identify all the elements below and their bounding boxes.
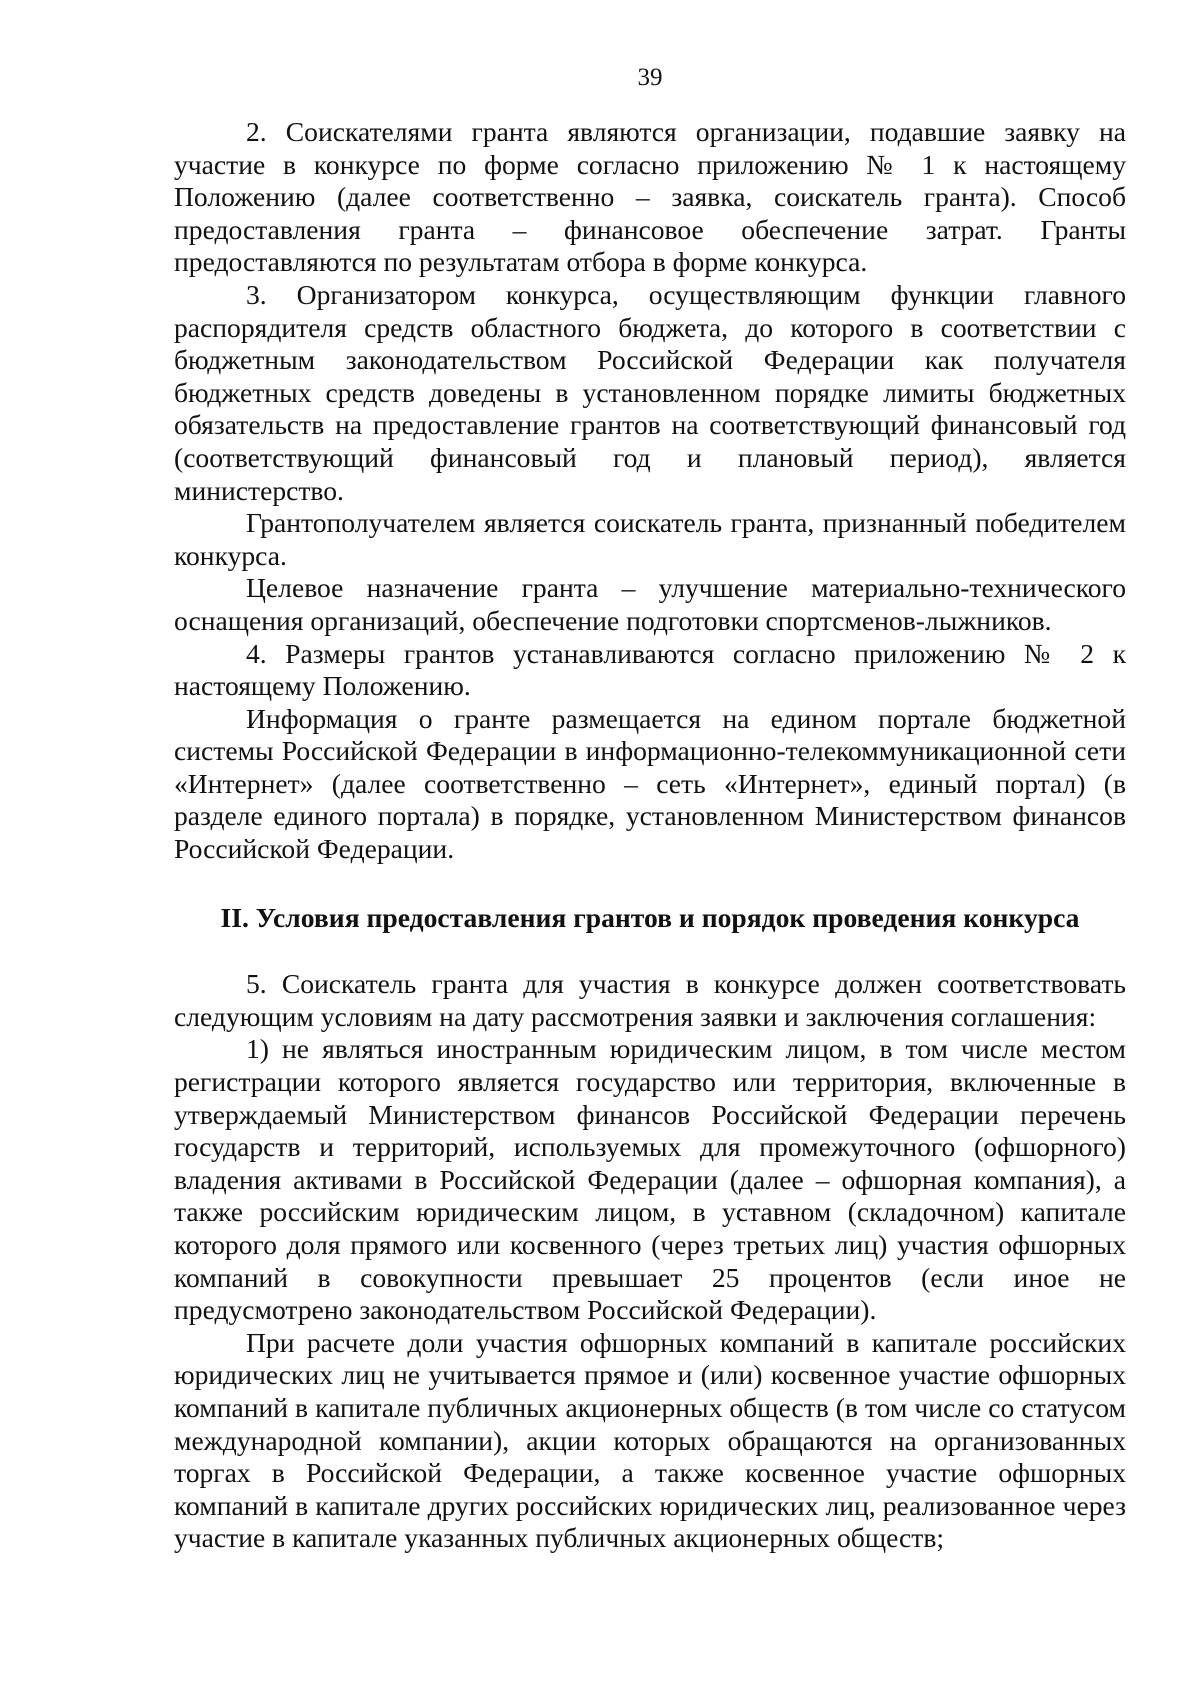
paragraph-item-3: 3. Организатором конкурса, осуществляющим функции главного распорядителя средств областного бюджета, до которого в соответствии с бюджетным законодательством Российской Федерации как получателя бюджетных средств доведены в установленном порядке лимиты бюджетных обязательств на предоставление грантов на соответствующий финансовый год (соответствующий финансовый год и плановый период), является министерство. <box>174 278 1126 506</box>
paragraph-item-2: 2. Соискателями гранта являются организации, подавшие заявку на участие в конкурсе по форме согласно приложению № 1 к настоящему Положению (далее соответственно – заявка, соискатель гранта). Способ предоставления гранта – финансовое обеспечение затрат. Гранты предоставляются по результатам отбора в форме конкурса. <box>174 116 1126 278</box>
document-page <box>174 62 1126 1555</box>
page-number: 39 <box>637 64 663 91</box>
paragraph-subitem-1: 1) не являться иностранным юридическим лицом, в том числе местом регистрации которого является государство или территория, включенные в утверждаемый Министерством финансов Российской Федерации перечень государств и территорий, используемых для промежуточного (офшорного) владения активами в Российской Федерации (далее – офшорная компания), а также российским юридическим лицом, в уставном (складочном) капитале которого доля прямого или косвенного (через третьих лиц) участия офшорных компаний в совокупности превышает 25 процентов (если иное не предусмотрено законодательством Российской Федерации). <box>174 1033 1126 1326</box>
section-heading: II. Условия предоставления грантов и порядок проведения конкурса <box>220 901 1080 933</box>
paragraph-grant-purpose: Целевое назначение гранта – улучшение материально-технического оснащения организаций, обеспечение подготовки спортсменов-лыжников. <box>174 572 1126 636</box>
paragraph-offshore-calculation: При расчете доли участия офшорных компаний в капитале российских юридических лиц не учитывается прямое и (или) косвенное участие офшорных компаний в капитале публичных акционерных обществ (в том числе со статусом международной компании), акции которых обращаются на организованных торгах в Российской Федерации, а также косвенное участие офшорных компаний в капитале других российских юридических лиц, реализованное через участие в капитале указанных публичных акционерных обществ; <box>174 1326 1126 1554</box>
paragraph-item-4: 4. Размеры грантов устанавливаются согласно приложению № 2 к настоящему Положению. <box>174 637 1126 702</box>
paragraph-grant-recipient: Грантополучателем является соискатель гранта, признанный победителем конкурса. <box>174 507 1126 571</box>
paragraph-grant-information: Информация о гранте размещается на едином портале бюджетной системы Российской Федерации в информационно-телекоммуникационной сети «Интернет» (далее соответственно – сеть «Интернет», единый портал) (в разделе единого портала) в порядке, установленном Министерством финансов Российской Федерации. <box>174 702 1126 865</box>
paragraph-item-5: 5. Соискатель гранта для участия в конкурсе должен соответствовать следующим условиям на дату рассмотрения заявки и заключения соглашения: <box>174 968 1126 1032</box>
